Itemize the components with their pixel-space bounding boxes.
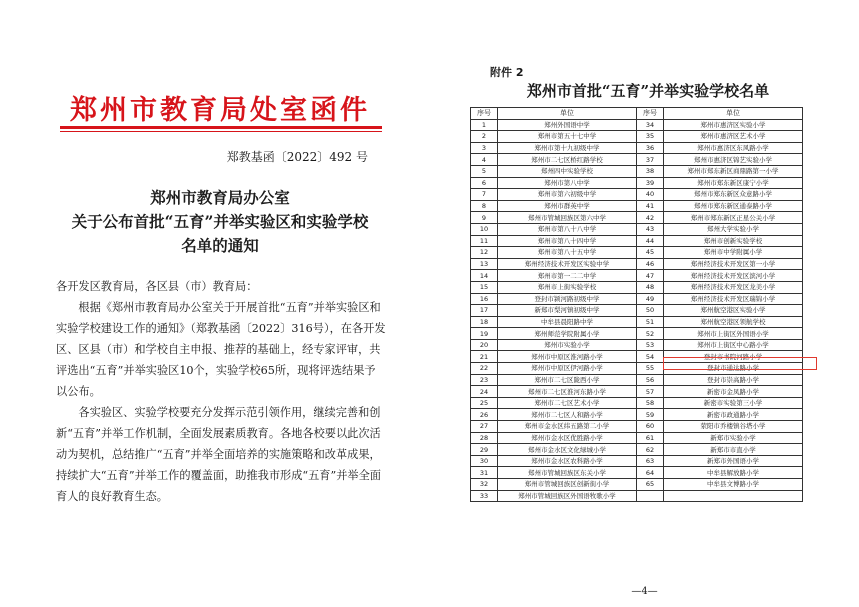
table-row: [471, 374, 803, 386]
cell-unit-right: 新密市政通路小学: [664, 409, 803, 421]
red-divider-thick: [60, 126, 382, 129]
greeting-text: 各开发区教育局，各区县（市）教育局：: [56, 280, 258, 293]
cell-unit-right: 郑州市中学附属小学: [664, 247, 803, 259]
cell-idx-right: 59: [637, 409, 664, 421]
cell-idx-left: 27: [471, 421, 498, 433]
cell-idx-right: 50: [637, 305, 664, 317]
table-row: [471, 316, 803, 328]
cell-idx-right: 43: [637, 223, 664, 235]
cell-idx-left: 17: [471, 305, 498, 317]
cell-idx-left: 1: [471, 119, 498, 131]
annex-label: 附件 2: [490, 66, 524, 79]
cell-idx-right: 62: [637, 444, 664, 456]
cell-unit-right: 荥阳市乔楼镇谷塔小学: [664, 421, 803, 433]
cell-unit-right: 郑州市郑东新区正星公关小学: [664, 212, 803, 224]
cell-unit-right: 郑州市郑东新区众意路小学: [664, 189, 803, 201]
cell-idx-left: 23: [471, 374, 498, 386]
cell-idx-left: 7: [471, 189, 498, 201]
cell-unit-right: 新密市实验第三小学: [664, 397, 803, 409]
cell-idx-right: 47: [637, 270, 664, 282]
table-row: [471, 247, 803, 259]
table-row: [471, 479, 803, 491]
cell-unit-left: 郑州市金水区纬五路第二小学: [498, 421, 637, 433]
cell-unit-left: 郑州市第八十四中学: [498, 235, 637, 247]
cell-unit-left: 郑州市第八十八中学: [498, 223, 637, 235]
cell-idx-left: 24: [471, 386, 498, 398]
table-row: [471, 119, 803, 131]
cell-idx-right: 56: [637, 374, 664, 386]
cell-unit-left: 郑州市中原区淮河路小学: [498, 351, 637, 363]
table-row: [471, 281, 803, 293]
cell-unit-right: 郑州航空港区领航学校: [664, 316, 803, 328]
cell-unit-left: 郑州经济技术开发区实验中学: [498, 258, 637, 270]
table-body: [471, 119, 803, 502]
cell-unit-left: 郑州市上街实验学校: [498, 281, 637, 293]
cell-unit-right: 登封市书院河路小学: [664, 351, 803, 363]
cell-idx-right: 51: [637, 316, 664, 328]
cell-idx-left: 3: [471, 142, 498, 154]
cell-unit-left: 郑州市金水区优胜路小学: [498, 432, 637, 444]
table-row: [471, 328, 803, 340]
cell-idx-left: 25: [471, 397, 498, 409]
paragraph-1: [56, 297, 386, 402]
cell-idx-right: 48: [637, 281, 664, 293]
cell-unit-right: 郑州经济技术开发区瑞锦小学: [664, 293, 803, 305]
cell-idx-left: 12: [471, 247, 498, 259]
cell-unit-right: 中牟县解放路小学: [664, 467, 803, 479]
doc-number: 郑教基函〔2022〕492 号: [226, 150, 368, 164]
cell-unit-left: 郑州市第八十五中学: [498, 247, 637, 259]
cell-unit-right: 郑州市惠济区实验小学: [664, 119, 803, 131]
cell-unit-left: 郑州市实验小学: [498, 339, 637, 351]
table-row: [471, 235, 803, 247]
cell-unit-left: 郑州市金水区文化绿城小学: [498, 444, 637, 456]
cell-unit-right: 郑州航空港区实验小学: [664, 305, 803, 317]
cell-unit-right: [664, 490, 803, 502]
cell-idx-right: 44: [637, 235, 664, 247]
doc-title: 郑州市教育局处室函件: [70, 95, 370, 126]
cell-unit-left: 郑州市群英中学: [498, 200, 637, 212]
cell-idx-right: 45: [637, 247, 664, 259]
cell-idx-right: 35: [637, 131, 664, 143]
cell-unit-left: 郑州市二七区人和路小学: [498, 409, 637, 421]
cell-unit-left: 郑州市管城回族区外国语牧歌小学: [498, 490, 637, 502]
paragraph-1-text: 根据《郑州市教育局办公室关于开展首批“五育”并举实验区和实验学校建设工作的通知》（郑教基函〔2022〕316号），在各开发区、区县（市）和学校自主申报、推荐的基础上，经专家评审，共评选出“五育”并举实验区10个，实验学校65所，现将评选结果予以公布。: [56, 301, 386, 398]
cell-idx-right: 65: [637, 479, 664, 491]
table-row: [471, 258, 803, 270]
cell-idx-right: 60: [637, 421, 664, 433]
greeting: [56, 276, 386, 297]
table-row: [471, 455, 803, 467]
cell-idx-left: 30: [471, 455, 498, 467]
table-row: [471, 444, 803, 456]
paragraph-2-text: 各实验区、实验学校要充分发挥示范引领作用，继续完善和创新“五育”并举工作机制，全面发展素质教育。各地各校要以此次活动为契机，总结推广“五育”并举全面培养的实施策略和改革成果，持续扩大“五育”并举工作的覆盖面，助推我市形成“五育”并举全面育人的良好教育生态。: [56, 406, 381, 503]
cell-unit-right: 中牟县文博路小学: [664, 479, 803, 491]
cell-idx-right: 53: [637, 339, 664, 351]
header-unit-right: 单位: [664, 108, 803, 120]
header-idx-right: 序号: [637, 108, 664, 120]
cell-idx-right: 38: [637, 165, 664, 177]
table-row: [471, 165, 803, 177]
table-row: [471, 177, 803, 189]
highlight-box: [663, 357, 817, 370]
cell-unit-left: 登封市颍河路初级中学: [498, 293, 637, 305]
cell-unit-right: 郑州市上街区外国语小学: [664, 328, 803, 340]
cell-unit-left: 郑州外国语中学: [498, 119, 637, 131]
table-row: [471, 154, 803, 166]
table-row: [471, 212, 803, 224]
table-row: [471, 397, 803, 409]
cell-unit-left: 郑州市第一二二中学: [498, 270, 637, 282]
cell-unit-right: 郑州经济技术开发区滨河小学: [664, 270, 803, 282]
cell-unit-left: 郑州市第十九初级中学: [498, 142, 637, 154]
table-header-row: [471, 108, 803, 120]
cell-idx-left: 18: [471, 316, 498, 328]
notice-title-line-1: 郑州市教育局办公室: [150, 188, 290, 207]
cell-idx-right: 36: [637, 142, 664, 154]
cell-idx-right: 46: [637, 258, 664, 270]
cell-idx-left: 21: [471, 351, 498, 363]
cell-idx-left: 32: [471, 479, 498, 491]
cell-idx-left: 26: [471, 409, 498, 421]
cell-unit-right: 郑州大学实验小学: [664, 223, 803, 235]
cell-unit-right: 登封市通达路小学: [664, 363, 803, 375]
table-row: [471, 305, 803, 317]
cell-unit-right: 郑州经济技术开发区龙美小学: [664, 281, 803, 293]
cell-unit-right: 郑州市上街区中心路小学: [664, 339, 803, 351]
cell-idx-right: 42: [637, 212, 664, 224]
table-row: [471, 142, 803, 154]
right-page: [430, 0, 859, 607]
cell-unit-left: 新郑市梨河镇初级中学: [498, 305, 637, 317]
table-row: [471, 409, 803, 421]
cell-idx-left: 6: [471, 177, 498, 189]
cell-idx-left: 9: [471, 212, 498, 224]
cell-idx-right: 55: [637, 363, 664, 375]
cell-idx-left: 16: [471, 293, 498, 305]
table-row: [471, 339, 803, 351]
cell-unit-right: 郑州市惠济区艺术小学: [664, 131, 803, 143]
cell-idx-left: 15: [471, 281, 498, 293]
table-row: [471, 293, 803, 305]
cell-idx-right: 40: [637, 189, 664, 201]
cell-unit-left: 郑州市二七区艺术小学: [498, 397, 637, 409]
cell-idx-left: 11: [471, 235, 498, 247]
cell-unit-left: 郑州市第八中学: [498, 177, 637, 189]
table-row: [471, 432, 803, 444]
cell-idx-left: 13: [471, 258, 498, 270]
cell-idx-left: 4: [471, 154, 498, 166]
cell-idx-left: 2: [471, 131, 498, 143]
cell-unit-right: 新郑市市直小学: [664, 444, 803, 456]
cell-idx-left: 29: [471, 444, 498, 456]
notice-title-line-2: 关于公布首批“五育”并举实验区和实验学校: [71, 212, 369, 231]
cell-idx-right: 52: [637, 328, 664, 340]
cell-idx-left: 14: [471, 270, 498, 282]
cell-idx-left: 20: [471, 339, 498, 351]
cell-idx-left: 5: [471, 165, 498, 177]
cell-unit-right: 郑州市惠济区东风路小学: [664, 142, 803, 154]
cell-idx-right: 61: [637, 432, 664, 444]
cell-idx-right: 63: [637, 455, 664, 467]
cell-unit-right: 新郑市实验小学: [664, 432, 803, 444]
cell-unit-right: 郑州市郑东新区商鼎路第一小学: [664, 165, 803, 177]
table-row: [471, 270, 803, 282]
cell-unit-left: 中牟县晨阳路中学: [498, 316, 637, 328]
red-divider-thin: [60, 131, 382, 132]
list-title: 郑州市首批“五育”并举实验学校名单: [526, 82, 770, 100]
cell-unit-left: 郑州市第五十七中学: [498, 131, 637, 143]
cell-idx-left: 28: [471, 432, 498, 444]
table-row: [471, 386, 803, 398]
cell-unit-right: 郑州市创新实验学校: [664, 235, 803, 247]
cell-unit-right: 郑州市惠济区锦艺实验小学: [664, 154, 803, 166]
cell-idx-left: 19: [471, 328, 498, 340]
notice-title-line-3: 名单的通知: [181, 236, 259, 255]
header-unit-left: 单位: [498, 108, 637, 120]
cell-idx-right: [637, 490, 664, 502]
cell-unit-right: 郑州经济技术开发区第一小学: [664, 258, 803, 270]
table-row: [471, 200, 803, 212]
cell-unit-left: 郑州市二七区陇西小学: [498, 374, 637, 386]
cell-unit-right: 新郑市外国语小学: [664, 455, 803, 467]
cell-idx-left: 31: [471, 467, 498, 479]
cell-idx-right: 41: [637, 200, 664, 212]
cell-idx-right: 64: [637, 467, 664, 479]
cell-unit-left: 郑州市管城回族区第六中学: [498, 212, 637, 224]
cell-unit-left: 郑州师范学院附属小学: [498, 328, 637, 340]
header-idx-left: 序号: [471, 108, 498, 120]
cell-unit-left: 郑州市二七区桥红路学校: [498, 154, 637, 166]
cell-idx-right: 57: [637, 386, 664, 398]
cell-unit-left: 郑州市第六初级中学: [498, 189, 637, 201]
cell-idx-right: 49: [637, 293, 664, 305]
school-list-table: [470, 107, 803, 502]
cell-unit-left: 郑州四中实验学校: [498, 165, 637, 177]
table-row: [471, 131, 803, 143]
cell-idx-right: 39: [637, 177, 664, 189]
cell-idx-left: 8: [471, 200, 498, 212]
cell-idx-right: 34: [637, 119, 664, 131]
cell-unit-right: 郑州市郑东新区康宁小学: [664, 177, 803, 189]
cell-idx-right: 37: [637, 154, 664, 166]
cell-unit-left: 郑州市金水区农科路小学: [498, 455, 637, 467]
cell-unit-left: 郑州市管城回族区创新街小学: [498, 479, 637, 491]
cell-unit-left: 郑州市二七区淮河东路小学: [498, 386, 637, 398]
paragraph-2: [56, 402, 386, 507]
cell-unit-left: 郑州市管城回族区东关小学: [498, 467, 637, 479]
cell-idx-right: 54: [637, 351, 664, 363]
page-number: —4—: [631, 586, 658, 597]
cell-unit-left: 郑州市中原区伊河路小学: [498, 363, 637, 375]
cell-idx-left: 10: [471, 223, 498, 235]
table-row: [471, 421, 803, 433]
cell-idx-left: 33: [471, 490, 498, 502]
table-row: [471, 490, 803, 502]
table-row: [471, 189, 803, 201]
cell-unit-right: 登封市崇高路小学: [664, 374, 803, 386]
cell-idx-right: 58: [637, 397, 664, 409]
cell-unit-right: 郑州市郑东新区通泰路小学: [664, 200, 803, 212]
cell-unit-right: 新密市金凤路小学: [664, 386, 803, 398]
table-row: [471, 467, 803, 479]
table-row: [471, 223, 803, 235]
cell-idx-left: 22: [471, 363, 498, 375]
